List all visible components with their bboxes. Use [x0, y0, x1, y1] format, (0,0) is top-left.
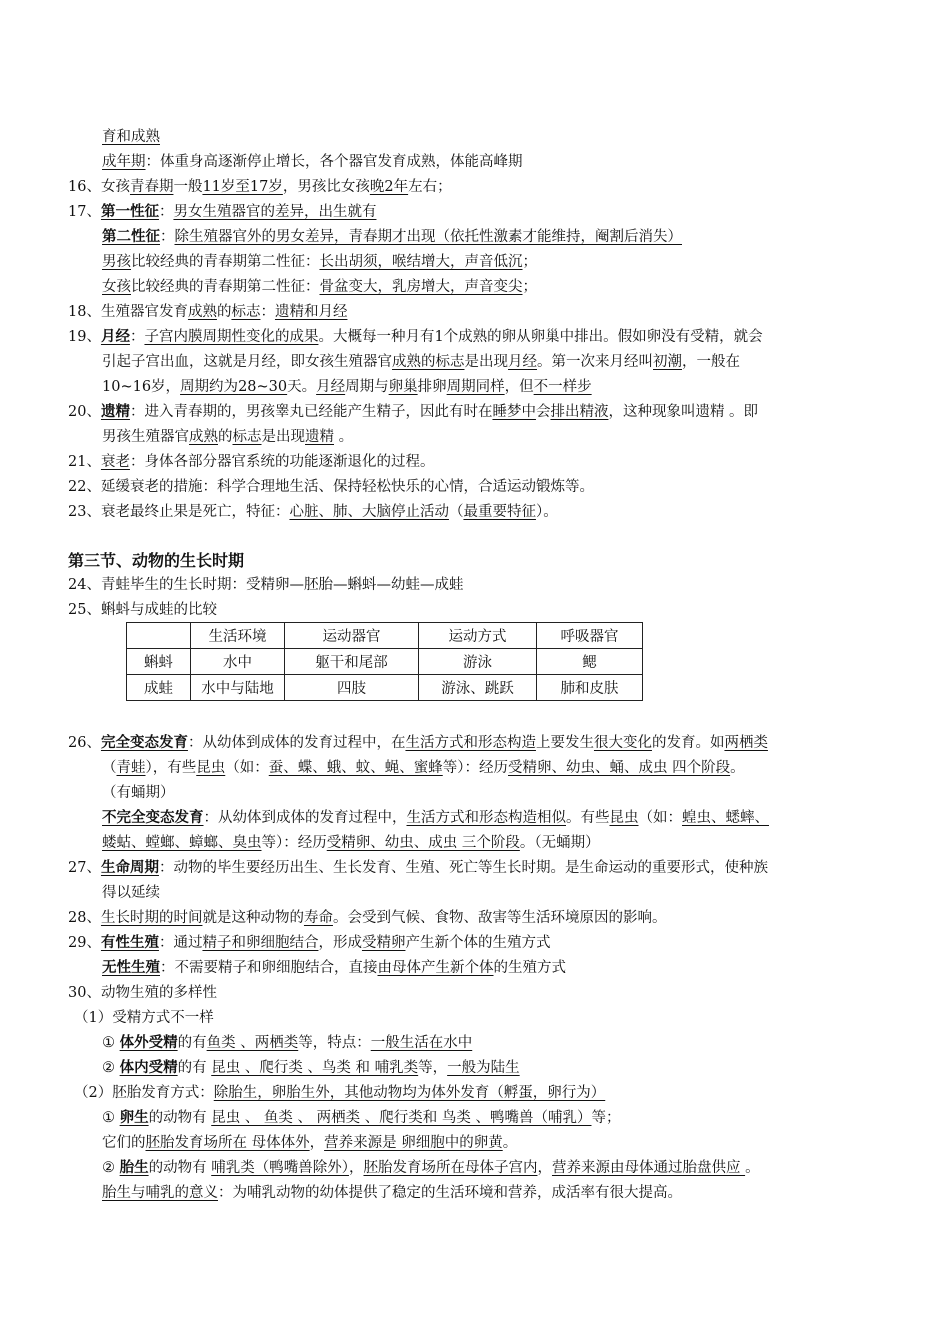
text-segment: 。（无蛹期） [519, 835, 600, 851]
text-segment: 周期与 [345, 379, 389, 395]
text-segment: 精子和卵细胞结合 [202, 935, 319, 951]
text-segment: ：进入青春期的，男孩睾丸已经能产生精子，因此有时在 [129, 404, 493, 420]
text-segment: 一般为陆生 [447, 1060, 520, 1076]
text-segment: 男女生殖器官的差异，出生就有 [173, 204, 377, 220]
text-line [68, 177, 452, 197]
text-segment: ：从幼体到成体的发育过程中， [203, 810, 407, 826]
text-line [102, 783, 175, 803]
text-segment: ： [160, 229, 175, 245]
text-segment: 左右； [408, 179, 452, 195]
text-segment: 28、 [68, 910, 101, 926]
text-segment: 等， [418, 1060, 448, 1076]
text-segment: 胎生 [119, 1159, 149, 1176]
text-segment: 昆虫 、爬行类 、鸟类 和 哺乳类 [211, 1060, 419, 1076]
text-segment: 最重要特征 [463, 504, 536, 520]
text-segment: 育和成熟 [102, 129, 160, 145]
table-header-cell: 呼吸器官 [537, 623, 643, 649]
text-segment: 卵生 [119, 1109, 149, 1126]
table-cell: 游泳、跳跃 [419, 675, 537, 701]
text-segment: 标志 [232, 429, 262, 445]
text-segment: 。会受到气候、食物、敌害等生活环境原因的影响。 [332, 910, 667, 926]
text-segment: 。 [502, 1135, 518, 1151]
text-segment: （如： [638, 810, 682, 826]
text-segment: 蚕、蝶、蛾、蚊、蝇、蜜蜂 [268, 760, 443, 776]
text-segment: 11岁至17岁 [202, 179, 283, 195]
text-segment: 引起子宫出血，这就是月经，即女孩生殖器官 [102, 354, 392, 370]
text-segment: ：通过 [158, 935, 203, 951]
text-line [102, 1033, 472, 1053]
text-segment: 胚胎发育场所在 母体体外 [145, 1135, 310, 1151]
text-segment: ： [129, 329, 145, 345]
text-segment: 男孩生殖器官 [102, 429, 189, 445]
text-segment: 排出精液 [550, 404, 609, 420]
text-line [68, 452, 434, 472]
text-segment: 10~16岁， [102, 379, 181, 395]
text-line [102, 883, 160, 903]
text-line [102, 152, 523, 172]
text-segment: ：不需要精子和卵细胞结合，直接 [160, 960, 378, 976]
text-segment: 。 [745, 1160, 760, 1176]
text-segment: （如： [225, 760, 269, 776]
text-segment: 生长时期的时间 [100, 910, 203, 926]
text-line [68, 477, 594, 497]
text-line [68, 327, 763, 347]
text-segment: ， [537, 1160, 552, 1176]
text-segment: 遗精 [100, 403, 130, 420]
text-segment: 遗精和月经 [274, 304, 348, 320]
text-segment: 29、 [68, 935, 101, 951]
text-segment: 18、生殖器官发育 [68, 304, 188, 320]
text-segment: 营养来源由母体通过胎盘供应 [551, 1160, 746, 1176]
comparison-table [126, 622, 643, 701]
text-line [102, 227, 682, 247]
text-segment: 的 [216, 304, 232, 320]
text-line [68, 302, 347, 322]
text-segment: 比较经典的青春期第二性征： [131, 254, 320, 270]
text-segment: 。第一次来月经叫 [537, 354, 653, 370]
text-segment: 长出胡须，喉结增大，声音低沉 [319, 254, 523, 270]
text-segment: ① [102, 1110, 120, 1126]
text-line [68, 983, 217, 1003]
text-segment: 无性生殖 [102, 959, 160, 976]
table-header-cell: 运动器官 [285, 623, 419, 649]
text-line [68, 858, 768, 878]
text-segment: 寿命 [303, 910, 333, 926]
text-segment: ② [102, 1060, 120, 1076]
text-line [102, 1108, 620, 1128]
table-cell: 肺和皮肤 [537, 675, 643, 701]
table-cell: 鳃 [537, 649, 643, 675]
text-line [102, 377, 592, 397]
text-segment: 子宫内膜周期性变化的成果 [144, 329, 319, 345]
table-cell: 四肢 [285, 675, 419, 701]
text-segment: 受精卵 [361, 935, 406, 951]
text-line [68, 933, 550, 953]
text-segment: 初潮 [653, 354, 682, 370]
table-cell: 水中 [191, 649, 285, 675]
text-segment: 昆虫 [609, 810, 639, 826]
text-segment: 等）：经历 [261, 835, 327, 851]
text-segment: 胚胎发育场所在母体子宫内 [363, 1160, 538, 1176]
text-segment: 成熟 [189, 429, 218, 445]
text-segment: 等，特点： [298, 1035, 371, 1051]
text-segment: 体外受精 [119, 1034, 178, 1051]
text-segment: 。 [334, 429, 354, 445]
text-segment: 月经 [100, 328, 130, 345]
text-segment: ：身体各部分器官系统的功能逐渐退化的过程。 [129, 454, 435, 470]
text-segment: 得以延续 [102, 885, 160, 901]
text-line [68, 575, 463, 595]
text-segment: 哺乳类（鸭嘴兽除外） [211, 1160, 349, 1176]
text-line [68, 202, 376, 222]
text-segment: 30、动物生殖的多样性 [68, 985, 217, 1001]
text-segment: 月经 [316, 379, 346, 395]
text-segment: 不一样步 [533, 379, 592, 395]
text-segment: 一般 [173, 179, 203, 195]
text-segment: 。有些 [566, 810, 610, 826]
text-segment: 营养来源是 卵细胞中的卵黄 [324, 1135, 503, 1151]
text-segment: 蝗虫、蟋蟀、 [682, 810, 769, 826]
text-segment: ， [348, 1160, 364, 1176]
text-segment: 标志 [231, 304, 261, 320]
text-segment: ），有些 [145, 760, 197, 776]
text-segment: 有性生殖 [100, 934, 159, 951]
text-segment: 晚2年 [369, 179, 409, 195]
text-segment: 成熟 [187, 304, 217, 320]
text-segment: 比较经典的青春期第二性征： [131, 279, 320, 295]
text-segment: ② [102, 1160, 120, 1176]
text-line [68, 600, 217, 620]
text-segment: 昆虫 、 鱼类 、 两栖类 、爬行类和 鸟类 、鸭嘴兽（哺乳） [211, 1110, 592, 1126]
text-segment: （ [448, 504, 464, 520]
text-segment: 25、蝌蚪与成蛙的比较 [68, 602, 217, 618]
table-header-row [127, 623, 643, 649]
text-line [102, 1183, 682, 1203]
text-segment: 是出现 [464, 354, 508, 370]
text-segment: ，这种现象叫遗精 。即 [608, 404, 759, 420]
text-segment: 会 [535, 404, 551, 420]
text-segment: （ [102, 760, 117, 776]
text-segment: 鱼类 、两栖类 [206, 1035, 299, 1051]
text-segment: ； [522, 279, 537, 295]
text-line [102, 1133, 517, 1153]
text-line [102, 958, 566, 978]
text-segment: 21、 [68, 454, 101, 470]
text-segment: 第二性征 [102, 228, 160, 245]
text-line [102, 1058, 520, 1078]
text-segment: 月经 [508, 354, 537, 370]
text-segment: 成年期 [102, 154, 146, 170]
text-segment: 两栖类 [724, 735, 768, 751]
text-segment: 22、延缓衰老的措施：科学合理地生活、保持轻松快乐的心情，合适运动锻炼等。 [68, 479, 594, 495]
table-cell: 游泳 [419, 649, 537, 675]
text-line [102, 833, 600, 853]
text-segment: 17、 [68, 204, 101, 220]
text-segment: 就是这种动物的 [202, 910, 304, 926]
text-segment: 的有 [177, 1035, 207, 1051]
table-header-cell: 运动方式 [419, 623, 537, 649]
text-segment: 女孩 [102, 279, 131, 295]
section-heading: 第三节、动物的生长时期 [68, 551, 245, 570]
text-segment: 生命周期 [100, 859, 159, 876]
text-segment: 的动物有 [148, 1160, 212, 1176]
text-segment: ： [260, 304, 275, 320]
text-line [102, 758, 745, 778]
text-segment: 19、 [68, 329, 101, 345]
text-segment: 27、 [68, 860, 101, 876]
text-line [102, 252, 537, 272]
text-line [74, 1008, 214, 1028]
text-line [102, 1158, 760, 1178]
text-segment: ① [102, 1035, 120, 1051]
text-segment: 青春期 [129, 179, 174, 195]
text-segment: 排卵 [417, 379, 447, 395]
text-segment: 的发育。如 [651, 735, 725, 751]
text-segment: （1）受精方式不一样 [74, 1010, 214, 1026]
text-segment: 的动物有 [148, 1110, 212, 1126]
text-segment: 周期同样 [446, 379, 505, 395]
text-segment: 周期约为 [180, 379, 239, 395]
table-cell: 水中与陆地 [191, 675, 285, 701]
table-row [127, 675, 643, 701]
text-segment: 不完全变态发育 [102, 809, 204, 826]
text-segment: ）。 [535, 504, 558, 520]
text-segment: 。大概每一种月有1个成熟的卵从卵巢中排出。假如卵没有受精，就会 [318, 329, 763, 345]
text-segment: 一般生活在水中 [370, 1035, 473, 1051]
text-segment: 睡梦中 [492, 404, 536, 420]
text-segment: 24、青蛙毕生的生长时期：受精卵—胚胎—蝌蚪—幼蛙—成蛙 [68, 577, 464, 593]
table-header-cell [127, 623, 191, 649]
text-segment: 它们的 [102, 1135, 146, 1151]
text-line [68, 402, 758, 422]
text-segment: 除生殖器官外的男女差异，青春期才出现（依托性激素才能维持，阉割后消失） [174, 229, 682, 245]
text-segment: 受精卵、幼虫、蛹、成虫 四个阶段 [508, 760, 731, 776]
table-row [127, 649, 643, 675]
text-segment: ： [158, 204, 174, 220]
text-segment: ， [309, 1135, 325, 1151]
text-segment: 蝼蛄、螳螂、蟑螂、臭虫 [102, 835, 262, 851]
text-line [102, 277, 537, 297]
text-segment: 上要发生 [535, 735, 594, 751]
text-segment: 天。 [287, 379, 317, 395]
text-segment: 28~30 [238, 379, 288, 395]
text-segment: （2）胚胎发育方式： [74, 1085, 214, 1101]
text-segment: ：为哺乳动物的幼体提供了稳定的生活环境和营养，成活率有很大提高。 [218, 1185, 682, 1201]
text-segment: 受精卵、幼虫、成虫 三个阶段 [326, 835, 520, 851]
text-segment: 完全变态发育 [100, 734, 188, 751]
text-segment: 胎生与哺乳的意义 [102, 1185, 218, 1201]
text-line [102, 127, 160, 147]
text-segment: 等； [591, 1110, 621, 1126]
text-segment: 的有 [177, 1060, 212, 1076]
table-cell: 躯干和尾部 [285, 649, 419, 675]
text-segment: 青蛙 [116, 760, 146, 776]
text-segment: 体内受精 [119, 1059, 178, 1076]
table-cell: 蝌蚪 [127, 649, 191, 675]
text-line [102, 808, 769, 828]
text-segment: ：动物的毕生要经历出生、生长发育、生殖、死亡等生长时期。是生命运动的重要形式，使种族 [158, 860, 768, 876]
text-segment: 心脏、肺、大脑停止活动 [289, 504, 449, 520]
text-segment: ，男孩比女孩 [282, 179, 370, 195]
text-segment: 昆虫 [196, 760, 226, 776]
text-segment: （有蛹期） [102, 785, 175, 801]
text-segment: 生活方式和形态构造 [405, 735, 536, 751]
text-segment: 遗精 [305, 429, 334, 445]
text-segment: 的生殖方式 [493, 960, 566, 976]
text-segment: 骨盆变大，乳房增大，声音变尖 [319, 279, 523, 295]
text-segment: ，一般在 [682, 354, 740, 370]
table-cell: 成蛙 [127, 675, 191, 701]
text-line [68, 502, 558, 522]
text-segment: 。 [730, 760, 745, 776]
text-line [102, 352, 740, 372]
text-segment: ； [522, 254, 537, 270]
text-segment: 等）：经历 [442, 760, 508, 776]
text-segment: 卵巢 [388, 379, 418, 395]
text-segment: 男孩 [102, 254, 131, 270]
text-segment: 衰老 [100, 454, 130, 470]
text-segment: 除胎生，卵胎生外，其他动物均为体外发育（孵蛋，卵行为） [213, 1085, 606, 1101]
text-line [68, 733, 768, 753]
text-line [74, 1083, 605, 1103]
text-segment: 26、 [68, 735, 101, 751]
text-segment: ：体重身高逐渐停止增长，各个器官发育成熟，体能高峰期 [145, 154, 523, 170]
text-segment: 生活方式和形态构造相似 [406, 810, 566, 826]
text-segment: ，形成 [318, 935, 362, 951]
text-segment: 成熟的标志 [392, 354, 465, 370]
text-segment: 产生新个体的生殖方式 [405, 935, 551, 951]
text-segment: 16、女孩 [68, 179, 130, 195]
text-segment: 第一性征 [100, 203, 159, 220]
text-segment: ，但 [504, 379, 534, 395]
text-line [68, 908, 666, 928]
text-segment: 由母体产生新个体 [377, 960, 494, 976]
text-line [102, 427, 353, 447]
text-segment: 的 [218, 429, 233, 445]
text-segment: 很大变化 [593, 735, 652, 751]
table-header-cell: 生活环境 [191, 623, 285, 649]
text-segment: 20、 [68, 404, 101, 420]
text-segment: 23、衰老最终止果是死亡，特征： [68, 504, 290, 520]
text-segment: ：从幼体到成体的发育过程中，在 [187, 735, 406, 751]
text-segment: 是出现 [261, 429, 305, 445]
